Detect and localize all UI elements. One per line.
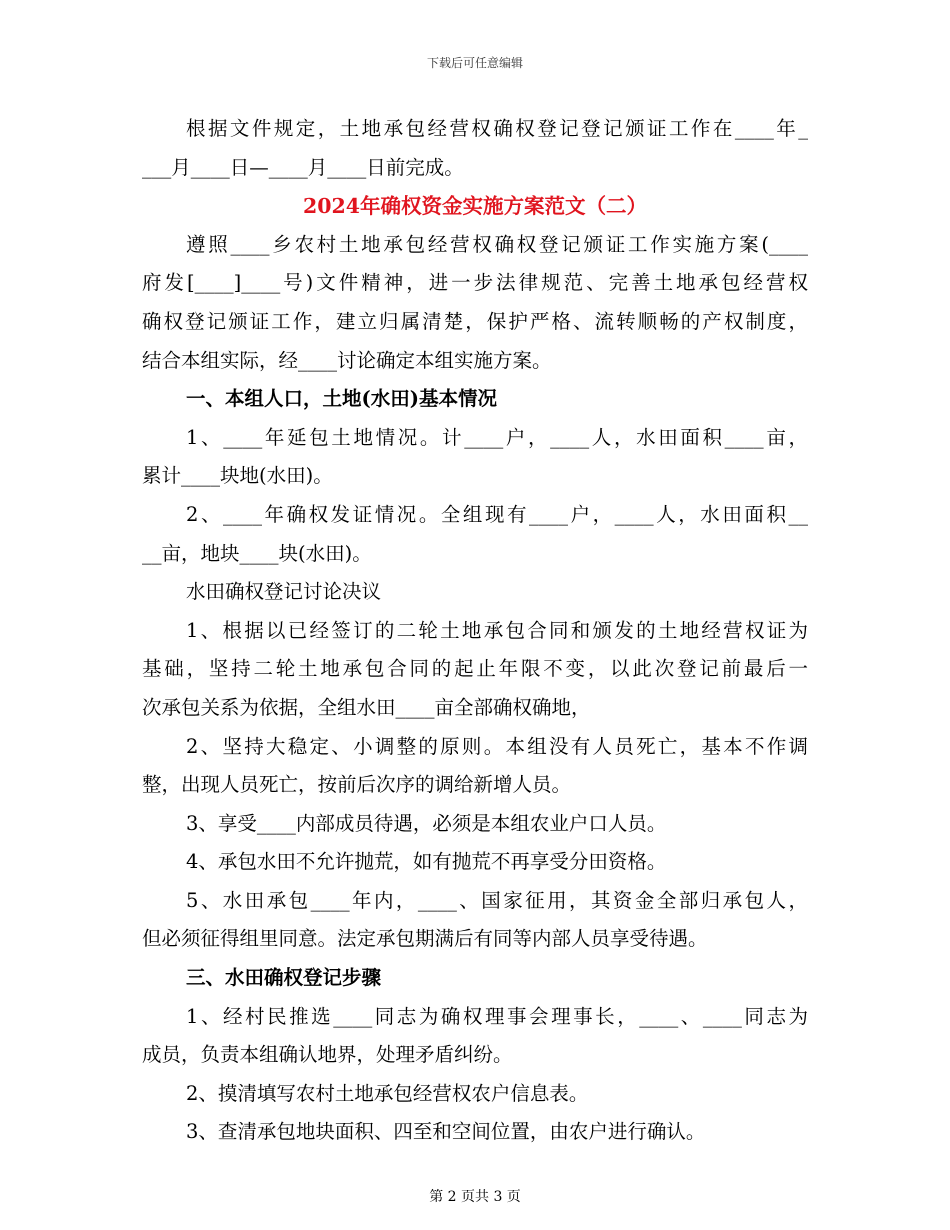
paragraph-line: __亩，地块____块(水田)。 bbox=[142, 541, 372, 565]
paragraph-line: 5、水田承包____年内，____、国家征用，其资金全部归承包人， bbox=[186, 888, 808, 912]
paragraph-line: 结合本组实际，经____讨论确定本组实施方案。 bbox=[142, 348, 552, 372]
paragraph-line: 1、____年延包土地情况。计____户，____人，水田面积____亩， bbox=[186, 425, 808, 449]
paragraph-line: 1、经村民推选____同志为确权理事会理事长，____、____同志为 bbox=[186, 1004, 808, 1028]
paragraph-line: 根据文件规定，土地承包经营权确权登记登记颁证工作在____年_ bbox=[186, 117, 808, 140]
paragraph-line: 3、享受____内部成员待遇，必须是本组农业户口人员。 bbox=[186, 811, 667, 835]
subheading-resolution: 水田确权登记讨论决议 bbox=[186, 580, 382, 604]
paragraph-line: 1、根据以已经签订的二轮土地承包合同和颁发的土地经营权证为 bbox=[186, 618, 808, 642]
page-header: 下载后可任意编辑 bbox=[426, 56, 523, 70]
paragraph-line: 2、____年确权发证情况。全组现有____户，____人，水田面积__ bbox=[186, 502, 808, 526]
paragraph-line: 但必须征得组里同意。法定承包期满后有同等内部人员享受待遇。 bbox=[142, 927, 708, 951]
paragraph-line: 3、查清承包地块面积、四至和空间位置，由农户进行确认。 bbox=[186, 1120, 706, 1144]
heading-basic-info: 一、本组人口，土地(水田)基本情况 bbox=[186, 387, 497, 411]
paragraph-line: 累计____块地(水田)。 bbox=[142, 464, 333, 488]
paragraph-line: 整，出现人员死亡，按前后次序的调给新增人员。 bbox=[142, 773, 572, 797]
page-footer: 第 2 页共 3 页 bbox=[429, 1189, 521, 1205]
heading-steps: 三、水田确权登记步骤 bbox=[186, 966, 382, 990]
paragraph-line: 府发[____]____号)文件精神，进一步法律规范、完善土地承包经营权 bbox=[142, 271, 808, 295]
paragraph-line: 成员，负责本组确认地界，处理矛盾纠纷。 bbox=[142, 1043, 513, 1067]
paragraph-line: 确权登记颁证工作，建立归属清楚，保护严格、流转顺畅的产权制度， bbox=[142, 309, 808, 333]
paragraph-line: 2、坚持大稳定、小调整的原则。本组没有人员死亡，基本不作调 bbox=[186, 734, 808, 758]
paragraph-line: 2、摸清填写农村土地承包经营权农户信息表。 bbox=[186, 1081, 589, 1105]
document-body bbox=[142, 110, 808, 1152]
paragraph-line: 4、承包水田不允许抛荒，如有抛荒不再享受分田资格。 bbox=[186, 850, 667, 874]
section-title: 2024年确权资金实施方案范文（二） bbox=[302, 194, 648, 219]
paragraph-line: ___月____日—____月____日前完成。 bbox=[142, 155, 464, 179]
paragraph-line: 基础，坚持二轮土地承包合同的起止年限不变，以此次登记前最后一 bbox=[142, 657, 808, 681]
paragraph-line: 次承包关系为依据，全组水田____亩全部确权确地， bbox=[142, 695, 591, 719]
paragraph-line: 遵照____乡农村土地承包经营权确权登记颁证工作实施方案(____ bbox=[186, 232, 808, 256]
